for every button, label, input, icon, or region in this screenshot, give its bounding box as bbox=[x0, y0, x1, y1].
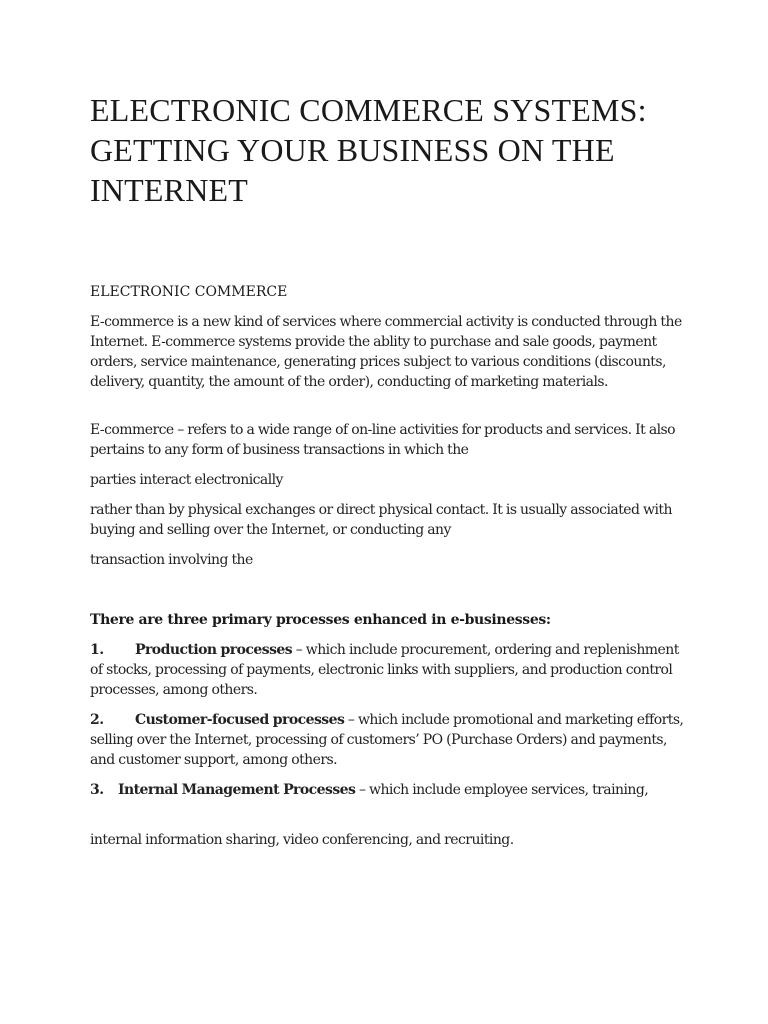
process-number: 1. bbox=[90, 642, 104, 658]
process-item-production bbox=[90, 640, 690, 700]
process-list-intro: There are three primary processes enhanced in e-businesses: bbox=[90, 612, 551, 628]
process-term: Internal Management Processes bbox=[118, 782, 356, 798]
process-item-customer-focused bbox=[90, 710, 690, 770]
process-description: – which include promotional and marketing efforts, selling over the Internet, processing of customers’ PO (Purchase Orders) and payments, and customer support, among others. bbox=[90, 712, 684, 768]
closing-line: internal information sharing, video conferencing, and recruiting. bbox=[90, 832, 514, 848]
process-number: 3. bbox=[90, 782, 104, 798]
paragraph-physical-exchanges: rather than by physical exchanges or direct physical contact. It is usually associated with buying and selling over the Internet, or conducting any bbox=[90, 502, 672, 538]
process-description: – which include employee services, training, bbox=[355, 782, 649, 798]
document-title: ELECTRONIC COMMERCE SYSTEMS: GETTING YOUR BUSINESS ON THE INTERNET bbox=[90, 92, 647, 208]
process-term: Customer-focused processes bbox=[135, 712, 345, 728]
section-heading: ELECTRONIC COMMERCE bbox=[90, 284, 288, 300]
process-item-internal-management bbox=[90, 780, 690, 800]
process-description: – which include procurement, ordering and replenishment of stocks, processing of payments, electronic links with suppliers, and production control processes, among others. bbox=[90, 642, 679, 698]
paragraph-ecommerce-scope: E-commerce – refers to a wide range of on-line activities for products and services. It also pertains to any form of business transactions in which the bbox=[90, 422, 676, 458]
paragraph-transaction-line: transaction involving the bbox=[90, 552, 253, 568]
process-number: 2. bbox=[90, 712, 104, 728]
paragraph-parties-line: parties interact electronically bbox=[90, 472, 283, 488]
paragraph-ecommerce-definition: E-commerce is a new kind of services where commercial activity is conducted through the Internet. E-commerce systems provide the ablity to purchase and sale goods, payment orders, service maintenance, generating prices subject to various conditions (discounts, delivery, quantity, the amount of the order), conducting of marketing materials. bbox=[90, 314, 682, 390]
process-term: Production processes bbox=[135, 642, 293, 658]
